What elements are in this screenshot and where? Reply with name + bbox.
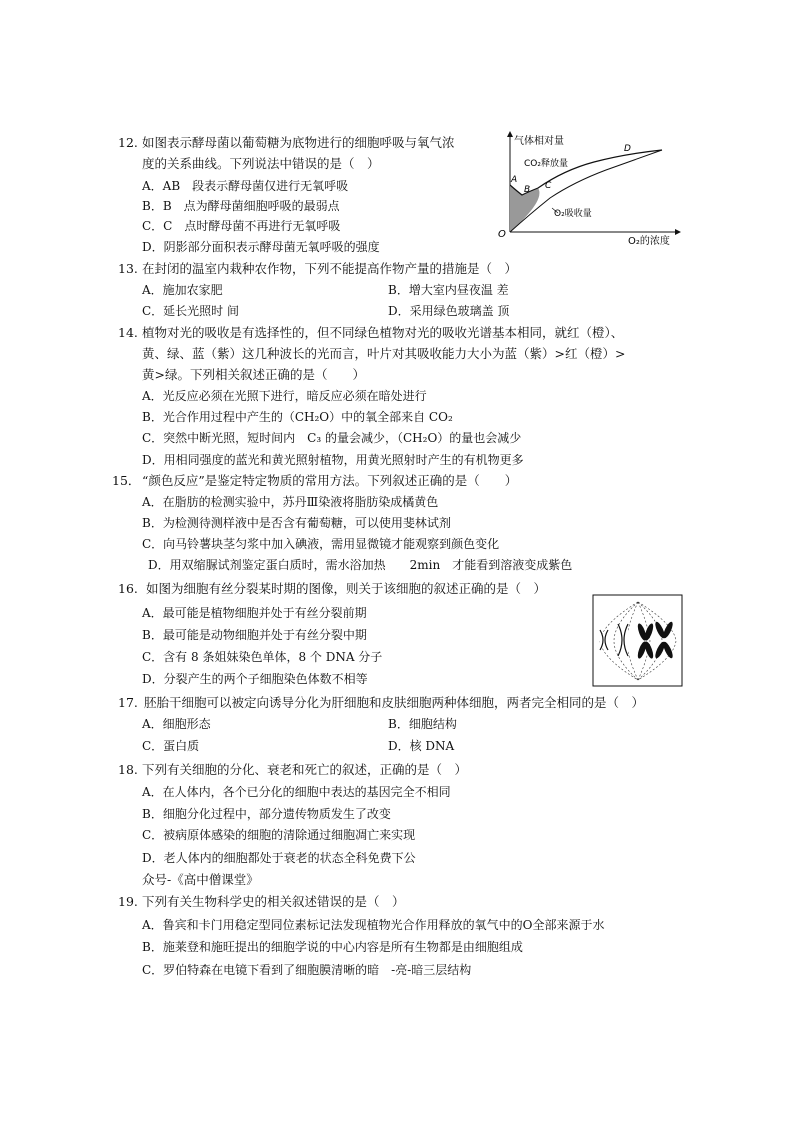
x-axis-label: O₂的浓度 bbox=[628, 236, 670, 247]
co2-release-curve bbox=[510, 150, 662, 195]
q12-option-c: C．C 点时酵母菌不再进行无氧呼吸 bbox=[142, 219, 341, 233]
mitosis-cell-diagram bbox=[592, 594, 684, 688]
q18-stem: 下列有关细胞的分化、衰老和死亡的叙述，正确的是（ ） bbox=[142, 762, 468, 777]
q13-number: 13. bbox=[118, 261, 138, 276]
q19-option-b: B．施莱登和施旺提出的细胞学说的中心内容是所有生物都是由细胞组成 bbox=[142, 940, 523, 954]
q14-option-a: A．光反应必须在光照下进行，暗反应必须在暗处进行 bbox=[142, 389, 427, 403]
q17-stem: 胚胎干细胞可以被定向诱导分化为肝细胞和皮肤细胞两种体细胞，两者完全相同的是（ ） bbox=[144, 695, 645, 710]
q14-option-b: B．光合作用过程中产生的（CH₂O）中的氧全部来自 CO₂ bbox=[142, 410, 453, 424]
q12-stem: 如图表示酵母菌以葡萄糖为底物进行的细胞呼吸与氧气浓 bbox=[142, 135, 455, 150]
q18-option-d-cont: 众号-《高中僧课堂》 bbox=[142, 872, 259, 887]
q14-stem-cont2: 黄>绿。下列相关叙述正确的是（ ） bbox=[142, 367, 365, 382]
q13-option-d: D．采用绿色玻璃盖 顶 bbox=[388, 304, 510, 318]
q14-stem-cont: 黄、绿、蓝（紫）这几种波长的光而言，叶片对其吸收能力大小为蓝（紫）>红（橙）> bbox=[142, 346, 626, 361]
y-axis-label: 气体相对量 bbox=[514, 136, 564, 147]
q17-option-c: C．蛋白质 bbox=[142, 739, 200, 753]
q18-number: 18. bbox=[118, 762, 138, 777]
q14-number: 14. bbox=[118, 325, 138, 340]
q17-number: 17. bbox=[118, 695, 138, 710]
q15-option-d: D．用双缩脲试剂鉴定蛋白质时，需水浴加热 2min 才能看到溶液变成紫色 bbox=[148, 558, 573, 572]
q18-option-a: A．在人体内，各个已分化的细胞中表达的基因完全不相同 bbox=[142, 785, 451, 799]
q13-option-c: C．延长光照时 间 bbox=[142, 304, 239, 318]
q19-option-c: C．罗伯特森在电镜下看到了细胞膜清晰的暗 -亮-暗三层结构 bbox=[142, 963, 472, 977]
q19-option-a: A．鲁宾和卡门用稳定型同位素标记法发现植物光合作用释放的氧气中的O全部来源于水 bbox=[142, 918, 605, 932]
q12-option-a: A．AB 段表示酵母菌仅进行无氧呼吸 bbox=[142, 179, 349, 193]
q17-option-b: B．细胞结构 bbox=[388, 717, 457, 731]
q15-option-a: A．在脂肪的检测实验中，苏丹Ⅲ染液将脂肪染成橘黄色 bbox=[142, 495, 439, 509]
q16-option-d: D．分裂产生的两个子细胞染色体数不相等 bbox=[142, 672, 368, 686]
q13-option-b: B．增大室内昼夜温 差 bbox=[388, 283, 509, 297]
respiration-graph bbox=[494, 130, 684, 250]
q12-option-b: B．B 点为酵母菌细胞呼吸的最弱点 bbox=[142, 199, 340, 213]
point-d-label: D bbox=[624, 144, 631, 154]
point-c-label: C bbox=[545, 181, 552, 191]
q15-number: 15． bbox=[112, 473, 141, 488]
point-a-label: A bbox=[511, 175, 518, 185]
q17-option-a: A．细胞形态 bbox=[142, 717, 211, 731]
q15-stem: “颜色反应”是鉴定特定物质的常用方法。下列叙述正确的是（ ） bbox=[142, 473, 518, 488]
q13-option-a: A．施加农家肥 bbox=[142, 283, 223, 297]
q16-option-a: A．最可能是植物细胞并处于有丝分裂前期 bbox=[142, 606, 367, 620]
q14-option-c: C．突然中断光照，短时间内 C₃ 的量会减少，（CH₂O）的量也会减少 bbox=[142, 431, 522, 445]
q12-number: 12. bbox=[118, 135, 138, 150]
q14-option-d: D．用相同强度的蓝光和黄光照射植物，用黄光照射时产生的有机物更多 bbox=[142, 453, 524, 467]
q15-option-b: B．为检测待测样液中是否含有葡萄糖，可以使用斐林试剂 bbox=[142, 516, 451, 530]
q18-option-b: B．细胞分化过程中，部分遗传物质发生了改变 bbox=[142, 807, 391, 821]
q16-option-c: C．含有 8 条姐妹染色单体，8 个 DNA 分子 bbox=[142, 650, 383, 664]
origin-label: O bbox=[498, 229, 506, 240]
co2-release-label: CO₂释放量 bbox=[524, 159, 568, 169]
q19-number: 19. bbox=[118, 894, 138, 909]
q16-number: 16. bbox=[118, 581, 138, 596]
o2-absorb-label: O₂吸收量 bbox=[554, 209, 592, 219]
q18-option-c: C．被病原体感染的细胞的清除通过细胞凋亡来实现 bbox=[142, 828, 416, 842]
q17-option-d: D．核 DNA bbox=[388, 739, 455, 753]
q19-stem: 下列有关生物科学史的相关叙述错误的是（ ） bbox=[142, 894, 405, 909]
q12-option-d: D．阴影部分面积表示酵母菌无氧呼吸的强度 bbox=[142, 240, 380, 254]
q15-option-c: C．向马铃薯块茎匀浆中加入碘液，需用显微镜才能观察到颜色变化 bbox=[142, 537, 500, 551]
q16-stem: 如图为细胞有丝分裂某时期的图像，则关于该细胞的叙述正确的是（ ） bbox=[146, 581, 547, 596]
q14-stem: 植物对光的吸收是有选择性的，但不同绿色植物对光的吸收光谱基本相同，就红（橙）、 bbox=[142, 325, 624, 340]
q16-option-b: B．最可能是动物细胞并处于有丝分裂中期 bbox=[142, 628, 367, 642]
q12-stem-cont: 度的关系曲线。下列说法中错误的是（ ） bbox=[142, 156, 380, 171]
q13-stem: 在封闭的温室内栽种农作物，下列不能提高作物产量的措施是（ ） bbox=[142, 261, 518, 276]
point-b-label: B bbox=[524, 185, 531, 195]
q18-option-d: D．老人体内的细胞都处于衰老的状态全科免费下公 bbox=[142, 851, 416, 865]
